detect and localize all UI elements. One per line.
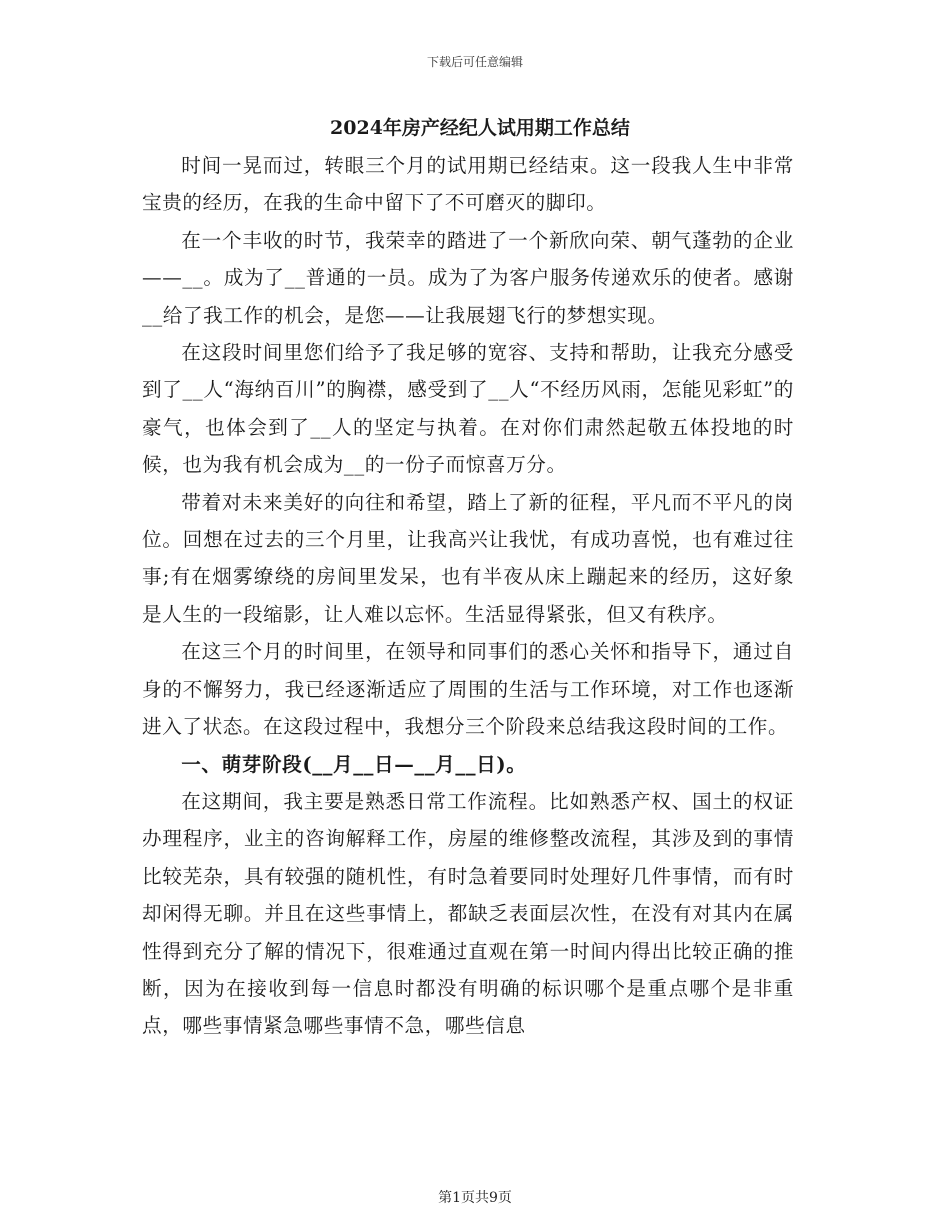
section-heading: 一、萌芽阶段(__月__日—__月__日)。 bbox=[181, 752, 527, 776]
paragraph-3: 在这段时间里您们给予了我足够的宽容、支持和帮助，让我充分感受到了__人“海纳百川”的胸襟，感受到了__人“不经历风雨，怎能见彩虹”的豪气，也体会到了__人的坚定与执着。在对你们肃然起敬五体投地的时候，也为我有机会成为__的一份子而惊喜万分。 bbox=[142, 341, 794, 477]
header-note: 下载后可任意编辑 bbox=[426, 55, 523, 69]
paragraph-5: 在这三个月的时间里，在领导和同事们的悉心关怀和指导下，通过自身的不懈努力，我已经逐渐适应了周围的生活与工作环境，对工作也逐渐进入了状态。在这段过程中，我想分三个阶段来总结我这段时间的工作。 bbox=[142, 640, 794, 739]
paragraph-4: 带着对未来美好的向往和希望，踏上了新的征程，平凡而不平凡的岗位。回想在过去的三个月里，让我高兴让我忧，有成功喜悦，也有难过往事;有在烟雾缭绕的房间里发呆，也有半夜从床上蹦起来的经历，这好象是人生的一段缩影，让人难以忘怀。生活显得紧张，但又有秩序。 bbox=[142, 490, 794, 626]
paragraph-1: 时间一晃而过，转眼三个月的试用期已经结束。这一段我人生中非常宝贵的经历，在我的生命中留下了不可磨灭的脚印。 bbox=[142, 154, 794, 215]
document-body bbox=[142, 113, 794, 1045]
page-indicator: 第1页共9页 bbox=[438, 1190, 512, 1206]
paragraph-2: 在一个丰收的时节，我荣幸的踏进了一个新欣向荣、朝气蓬勃的企业——__。成为了__普通的一员。成为了为客户服务传递欢乐的使者。感谢__给了我工作的机会，是您——让我展翅飞行的梦想实现。 bbox=[142, 228, 794, 327]
document-title: 2024年房产经纪人试用期工作总结 bbox=[330, 117, 630, 139]
section-paragraph: 在这期间，我主要是熟悉日常工作流程。比如熟悉产权、国土的权证办理程序，业主的咨询解释工作，房屋的维修整改流程，其涉及到的事情比较芜杂，具有较强的随机性，有时急着要同时处理好几件事情，而有时却闲得无聊。并且在这些事情上，都缺乏表面层次性，在没有对其内在属性得到充分了解的情况下，很难通过直观在第一时间内得出比较正确的推断，因为在接收到每一信息时都没有明确的标识哪个是重点哪个是非重点，哪些事情紧急哪些事情不急，哪些信息 bbox=[142, 789, 794, 1038]
